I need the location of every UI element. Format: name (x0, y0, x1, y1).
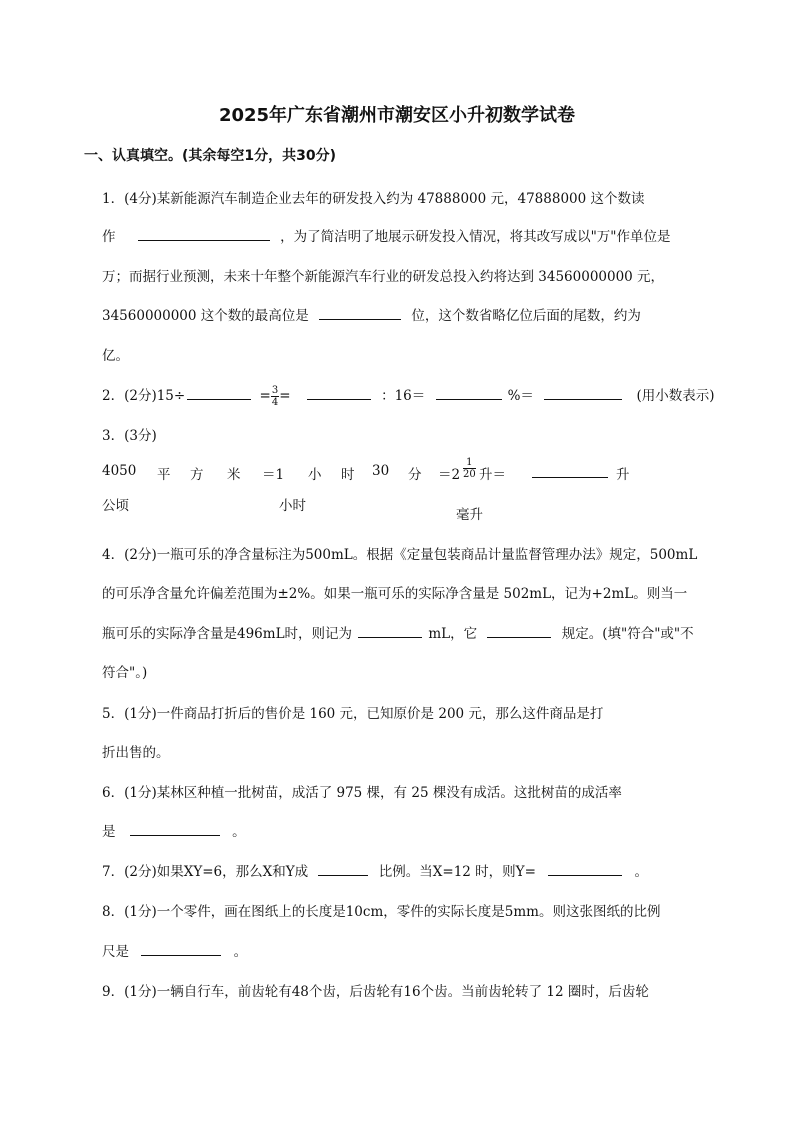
answer-blank[interactable] (319, 305, 401, 320)
fraction: $\frac{3}{4}$ (271, 385, 279, 408)
question-4-line-3: 瓶可乐的实际净含量是496mL时，则记为 mL，它 规定。(填"符合"或"不 (102, 622, 712, 642)
fraction: $\frac{1}{20}$ (463, 457, 476, 480)
answer-blank[interactable] (358, 623, 422, 638)
answer-blank[interactable] (532, 463, 608, 478)
answer-blank[interactable] (544, 385, 622, 400)
question-1-line-3: 万；而据行业预测，未来十年整个新能源汽车行业的研发总投入约将达到 34560000000 元， (102, 269, 665, 285)
question-5-line-1: 5．(1分)一件商品打折后的售价是 160 元，已知原价是 200 元，那么这件商品是打 (102, 706, 604, 722)
question-1-line-5: 亿。 (102, 348, 129, 364)
answer-blank[interactable] (548, 861, 622, 876)
question-7: 7．(2分)如果XY=6，那么X和Y成 比例。当X=12 时，则Y= 。 (102, 860, 712, 880)
exam-page: 2025年广东省潮州市潮安区小升初数学试卷 一、认真填空。(其余每空1分，共30分) 1．(4分)某新能源汽车制造企业去年的研发投入约为 47888000 元，47888000 这个数读 作 ，为了简洁明了地展示研发投入情况，将其改写成以"万"作单位是 万；而据行业预测，未来十年整个新能源汽车行业的研发总投入约将达到 34560000000 元， 34560000000 这个数的最高位是 位，这个数省略亿位后面的尾数，约为 亿。 2．(2分)15÷ = $\frac{3}{4}$ = ：16＝ %＝ (用小数表示) 3．(3分) 4050 平 方 米 ＝1 小 时 30 分 ＝2 $\frac{1}{20}$ 升＝ 升 公顷 小时 毫升 4．(2分)一瓶可乐的净含量标注为500mL。根据《定量包装商品计量监督管理办法》规定，500mL 的可乐净含量允许偏差范围为±2%。如果一瓶可乐的实际净含量是 502mL，记为+2mL。则当一 瓶可乐的实际净含量是496mL时，则记为 mL，它 规定。(填"符合"或"不 符合"。) 5．(1分)一件商品打折后的售价是 160 元，已知原价是 200 元，那么这件商品是打 折出售的。 6．(1分)某林区种植一批树苗，成活了 975 棵，有 25 棵没有成活。这批树苗的成活率 是 。 7．(2分)如果XY=6，那么X和Y成 比例。当X=12 时，则Y= 。 8．(1分)一个零件，画在图纸上的长度是10cm，零件的实际长度是5mm。则这张图纸的比例 尺是 。 9．(1分)一辆自行车，前齿轮有48个齿，后齿轮有16个齿。当前齿轮转了 12 圈时，后齿轮 (0, 0, 794, 1123)
answer-blank[interactable] (307, 385, 371, 400)
answer-blank[interactable] (130, 821, 220, 836)
question-1-line-4: 34560000000 这个数的最高位是 位，这个数省略亿位后面的尾数，约为 (102, 304, 712, 324)
question-5-line-2: 折出售的。 (102, 745, 170, 761)
answer-blank[interactable] (487, 623, 551, 638)
question-4-line-2: 的可乐净含量允许偏差范围为±2%。如果一瓶可乐的实际净含量是 502mL，记为+2mL。则当一 (102, 586, 688, 602)
question-8-line-2: 尺是 。 (102, 940, 712, 960)
question-2: 2．(2分)15÷ = $\frac{3}{4}$ = ：16＝ %＝ (用小数表示) (102, 385, 715, 408)
question-1-line-2: 作 ，为了简洁明了地展示研发投入情况，将其改写成以"万"作单位是 (102, 225, 712, 245)
question-4-line-4: 符合"。) (102, 665, 148, 681)
section-heading: 一、认真填空。(其余每空1分，共30分) (84, 148, 337, 164)
question-9-line-1: 9．(1分)一辆自行车，前齿轮有48个齿，后齿轮有16个齿。当前齿轮转了 12 圈时，后齿轮 (102, 984, 649, 1000)
answer-blank[interactable] (138, 226, 270, 241)
page-title: 2025年广东省潮州市潮安区小升初数学试卷 (218, 105, 576, 126)
answer-blank[interactable] (141, 941, 221, 956)
answer-blank[interactable] (436, 385, 502, 400)
question-4-line-1: 4．(2分)一瓶可乐的净含量标注为500mL。根据《定量包装商品计量监督管理办法》规定，500mL (102, 547, 698, 563)
answer-blank[interactable] (187, 385, 251, 400)
question-6-line-1: 6．(1分)某林区种植一批树苗，成活了 975 棵，有 25 棵没有成活。这批树苗的成活率 (102, 785, 622, 801)
question-3-unit-ml: 毫升 (456, 507, 483, 523)
question-3-head: 3．(3分) (102, 428, 157, 444)
question-6-line-2: 是 。 (102, 820, 712, 840)
question-8-line-1: 8．(1分)一个零件，画在图纸上的长度是10cm，零件的实际长度是5mm。则这张图纸的比例 (102, 904, 661, 920)
question-1-line-1: 1．(4分)某新能源汽车制造企业去年的研发投入约为 47888000 元，47888000 这个数读 (102, 191, 645, 207)
answer-blank[interactable] (318, 861, 368, 876)
